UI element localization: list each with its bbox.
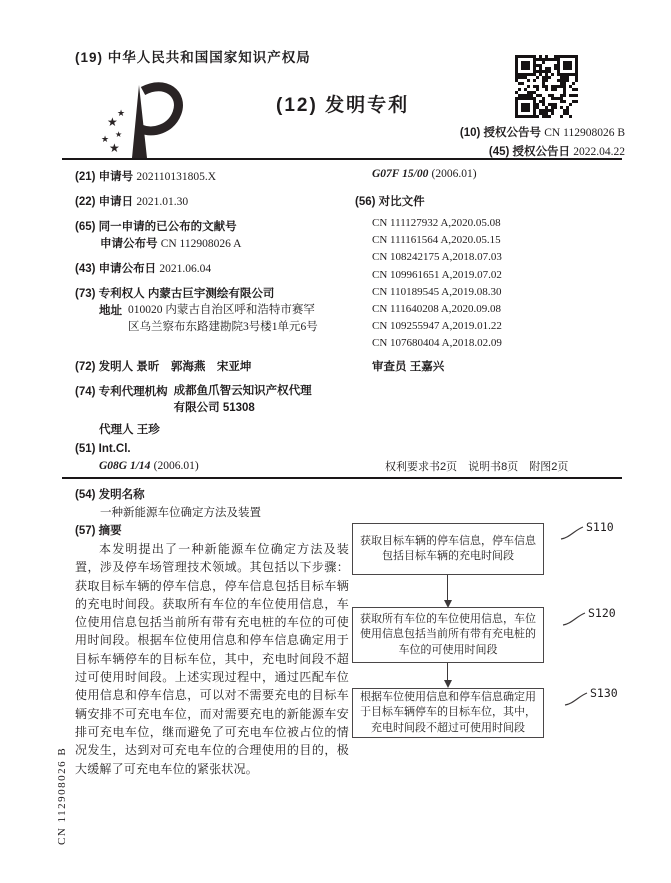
invention-title-label: (54) 发明名称 — [75, 489, 145, 501]
examiner-label: 审查员 — [372, 361, 407, 373]
citations-label: (56) 对比文件 — [355, 196, 425, 208]
application-publication-date-field — [75, 260, 211, 276]
prior-publication-number — [100, 235, 241, 251]
examiner-value: 王嘉兴 — [409, 361, 445, 373]
citation-item: CN 108242175 A,2018.07.03 — [372, 251, 502, 264]
citation-item: CN 111127932 A,2020.05.08 — [372, 217, 501, 229]
patentee-address-field — [99, 302, 345, 336]
flowchart-step-1: 获取目标车辆的停车信息，停车信息包括目标车辆的充电时间段 — [352, 523, 544, 575]
application-publication-date-value: 2021.06.04 — [159, 263, 212, 275]
flowchart-figure — [348, 518, 664, 753]
prior-publication-field — [75, 218, 237, 234]
citation-item: CN 110189545 A,2019.08.30 — [372, 285, 502, 298]
grant-number-line — [460, 124, 625, 140]
citation-item: CN 107680404 A,2018.02.09 — [372, 337, 502, 350]
agent-value: 王珍 — [136, 424, 160, 436]
citation-item: CN 109255947 A,2019.01.22 — [372, 320, 502, 333]
inventors-value: 景昕 郭海燕 宋亚坤 — [136, 361, 252, 373]
flowchart-step-3: 根据车位使用信息和停车信息确定用于目标车辆停车的目标车位，其中，充电时间段不超过可使用时间段 — [352, 688, 544, 738]
citation-item: CN 111640208 A,2020.09.08 — [372, 303, 502, 316]
abstract-text: 本发明提出了一种新能源车位确定方法及装置，涉及停车场管理技术领域。其包括以下步骤：获取目标车辆的停车信息，停车信息包括目标车辆的充电时间段。获取所有车位的车位使用信息，车位使用信息包括当前所有带有充电桩的车位的可使用时间段。根据车位使用信息和停车信息确定用于目标车辆停车的目标车位，其中，充电时间段不超过可使用时间段。上述实现过程中，通过匹配车位使用信息和停车信息，可以对不需要充电的目标车辆安排不可充电车位，而对需要充电的新能源车安排可充电车位，继而避免了可充电车位被占位的情况发生，达到对可充电车位的合理使用的目的，极大缓解了可充电车位的紧张状况。 — [75, 542, 349, 776]
application-number-value: 202110131805.X — [136, 171, 217, 183]
citation-item: CN 109961651 A,2019.07.02 — [372, 268, 502, 281]
address-label: 地址 — [99, 305, 122, 317]
flowchart-arrow — [443, 663, 452, 688]
prior-publication-label: (65) 同一申请的已公布的文献号 — [75, 221, 237, 233]
prior-publication-number-label: 申请公布号 — [100, 238, 158, 250]
prior-publication-number-value: CN 112908026 A — [160, 238, 242, 250]
page-counts: 权利要求书2页 说明书8页 附图2页 — [385, 461, 569, 473]
header-divider — [62, 158, 622, 160]
svg-text:★: ★ — [101, 135, 110, 145]
application-date-field — [75, 193, 188, 209]
citation-item: CN 111161564 A,2020.05.15 — [372, 234, 501, 247]
citations-list — [372, 215, 502, 353]
side-document-number: CN 112908026 B — [56, 746, 68, 845]
flowchart-step-1-ref: S110 — [560, 520, 614, 540]
application-date-label: (22) 申请日 — [75, 196, 134, 208]
ipc-entry-2 — [372, 168, 477, 180]
ipc-version-1: (2006.01) — [153, 460, 199, 472]
flowchart-step-2: 获取所有车位的车位使用信息，车位使用信息包括当前所有带有充电桩的车位的可使用时间段 — [352, 607, 544, 663]
inventors-field — [75, 358, 251, 374]
agency-label: (74) 专利代理机构 — [75, 386, 168, 398]
grant-date-label: (45) 授权公告日 — [488, 146, 571, 158]
flowchart-arrow — [443, 575, 452, 608]
grant-number-label: (10) 授权公告号 — [459, 127, 542, 139]
application-date-value: 2021.01.30 — [136, 196, 189, 208]
agent-field — [99, 421, 160, 437]
intcl-label: (51) Int.Cl. — [75, 443, 131, 455]
ipc-entry-1 — [99, 460, 199, 472]
invention-title: 一种新能源车位确定方法及装置 — [100, 507, 261, 519]
svg-text:★: ★ — [109, 141, 120, 155]
connector-curve-icon — [560, 526, 584, 540]
patentee-value: 内蒙古巨宇测绘有限公司 — [147, 288, 275, 300]
grant-number-value: CN 112908026 B — [544, 127, 625, 139]
address-value: 010020 内蒙古自治区呼和浩特市赛罕区乌兰察布东路建勘院3号楼1单元6号 — [128, 304, 318, 333]
patentee-field — [75, 285, 274, 301]
ipc-code-2: G07F 15/00 — [372, 168, 429, 180]
application-number-label: (21) 申请号 — [75, 171, 134, 183]
svg-text:★: ★ — [107, 115, 118, 129]
application-number-field — [75, 168, 216, 184]
document-type-title: (12) 发明专利 — [276, 95, 410, 116]
citations-field — [355, 193, 425, 209]
examiner-field — [372, 358, 444, 374]
application-publication-date-label: (43) 申请公布日 — [75, 263, 157, 275]
qr-code — [515, 55, 578, 118]
grant-date-value: 2022.04.22 — [573, 146, 625, 158]
intcl-field — [75, 443, 131, 455]
bibliographic-divider — [62, 477, 622, 479]
abstract-label: (57) 摘要 — [75, 525, 122, 537]
svg-text:★: ★ — [117, 109, 126, 119]
agency-field — [75, 383, 343, 417]
flowchart-step-2-ref: S120 — [562, 606, 616, 626]
agent-label: 代理人 — [99, 424, 134, 436]
connector-curve-icon — [564, 692, 588, 706]
connector-curve-icon — [562, 612, 586, 626]
issuing-office: (19) 中华人民共和国国家知识产权局 — [75, 50, 311, 65]
cnipa-logo-icon — [93, 82, 188, 167]
grant-date-line — [489, 143, 625, 159]
flowchart-step-3-ref: S130 — [564, 686, 618, 706]
svg-text:★: ★ — [115, 130, 123, 139]
ipc-version-2: (2006.01) — [431, 168, 477, 180]
inventors-label: (72) 发明人 — [75, 361, 134, 373]
agency-value: 成都鱼爪智云知识产权代理有限公司 51308 — [173, 385, 312, 414]
patentee-label: (73) 专利权人 — [75, 288, 145, 300]
ipc-code-1: G08G 1/14 — [99, 460, 151, 472]
